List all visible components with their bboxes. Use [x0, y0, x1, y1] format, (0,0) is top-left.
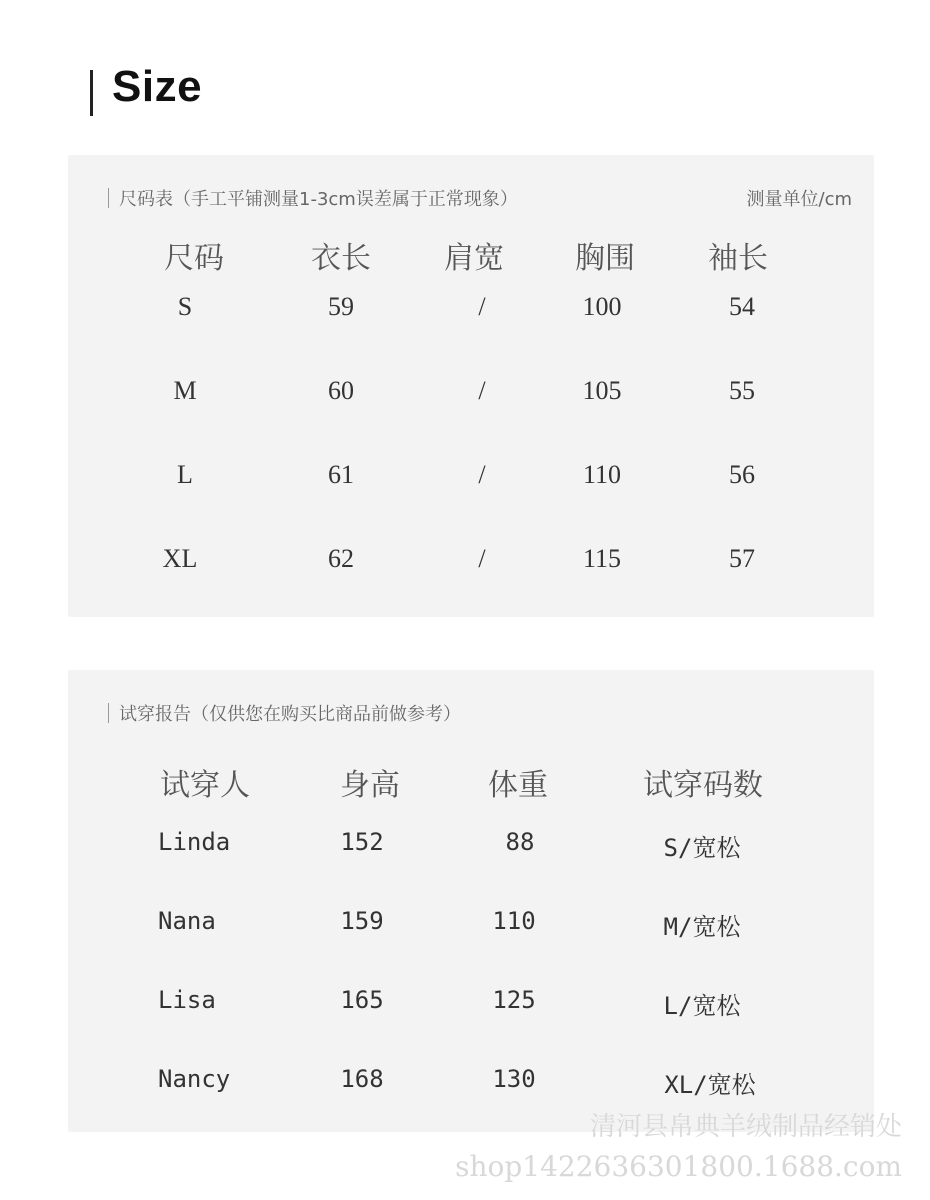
- table-cell: 105: [582, 376, 622, 405]
- measurement-unit: 测量单位/cm: [746, 189, 852, 210]
- table-cell: 168: [340, 1065, 384, 1093]
- table-cell: L: [177, 460, 193, 489]
- table-cell: 55: [729, 376, 755, 405]
- table-cell: 57: [729, 544, 755, 573]
- column-header-shoulder: 肩宽: [444, 241, 504, 276]
- table-cell: Lisa: [158, 986, 216, 1014]
- table-cell: 152: [340, 828, 384, 856]
- title-accent-bar: [90, 70, 93, 116]
- table-cell: 115: [582, 544, 622, 573]
- table-cell: 88: [505, 828, 535, 856]
- size-chart-heading: 尺码表（手工平铺测量1-3cm误差属于正常现象）: [119, 189, 518, 210]
- table-cell: 130: [492, 1065, 536, 1093]
- table-cell: 159: [340, 907, 384, 935]
- column-header-tried-size: 试穿码数: [643, 768, 763, 803]
- table-cell: /: [478, 376, 486, 405]
- table-cell: 61: [328, 460, 354, 489]
- heading-divider: [108, 703, 109, 723]
- table-cell: 100: [582, 292, 622, 321]
- table-cell: 110: [492, 907, 536, 935]
- table-cell: /: [478, 292, 486, 321]
- tryon-report-header: [108, 700, 852, 726]
- heading-divider: [108, 188, 109, 208]
- table-cell: 59: [328, 292, 354, 321]
- table-cell: 54: [729, 292, 755, 321]
- table-cell: 56: [729, 460, 755, 489]
- table-cell: S: [177, 292, 193, 321]
- table-cell: /: [478, 460, 486, 489]
- tryon-report-heading: 试穿报告（仅供您在购买比商品前做参考）: [119, 704, 461, 725]
- table-cell: 125: [492, 986, 536, 1014]
- table-cell: XL: [162, 544, 198, 573]
- column-header-wearer: 试穿人: [160, 768, 250, 803]
- table-cell: S/宽松: [663, 834, 741, 862]
- table-cell: Linda: [158, 828, 231, 856]
- size-chart-header: [108, 185, 852, 211]
- column-header-size: 尺码: [164, 241, 224, 276]
- table-cell: M/宽松: [663, 913, 741, 941]
- table-cell: /: [478, 544, 486, 573]
- table-cell: 165: [340, 986, 384, 1014]
- table-cell: 62: [328, 544, 354, 573]
- column-header-weight: 体重: [488, 768, 548, 803]
- tryon-report-panel: [68, 670, 874, 1132]
- column-header-height: 身高: [340, 768, 400, 803]
- table-cell: 60: [328, 376, 354, 405]
- table-cell: XL/宽松: [664, 1071, 756, 1099]
- column-header-chest: 胸围: [575, 241, 635, 276]
- table-cell: L/宽松: [663, 992, 741, 1020]
- size-chart-panel: [68, 155, 874, 617]
- column-header-length: 衣长: [311, 241, 371, 276]
- watermark-shop-url: shop1422636301800.1688.com: [455, 1150, 902, 1183]
- table-cell: Nancy: [158, 1065, 231, 1093]
- table-cell: M: [173, 376, 197, 405]
- column-header-sleeve: 袖长: [708, 241, 768, 276]
- page-title: Size: [112, 62, 203, 111]
- table-cell: Nana: [158, 907, 216, 935]
- watermark-shop-name: 清河县帛典羊绒制品经销处: [589, 1112, 902, 1142]
- table-cell: 110: [582, 460, 622, 489]
